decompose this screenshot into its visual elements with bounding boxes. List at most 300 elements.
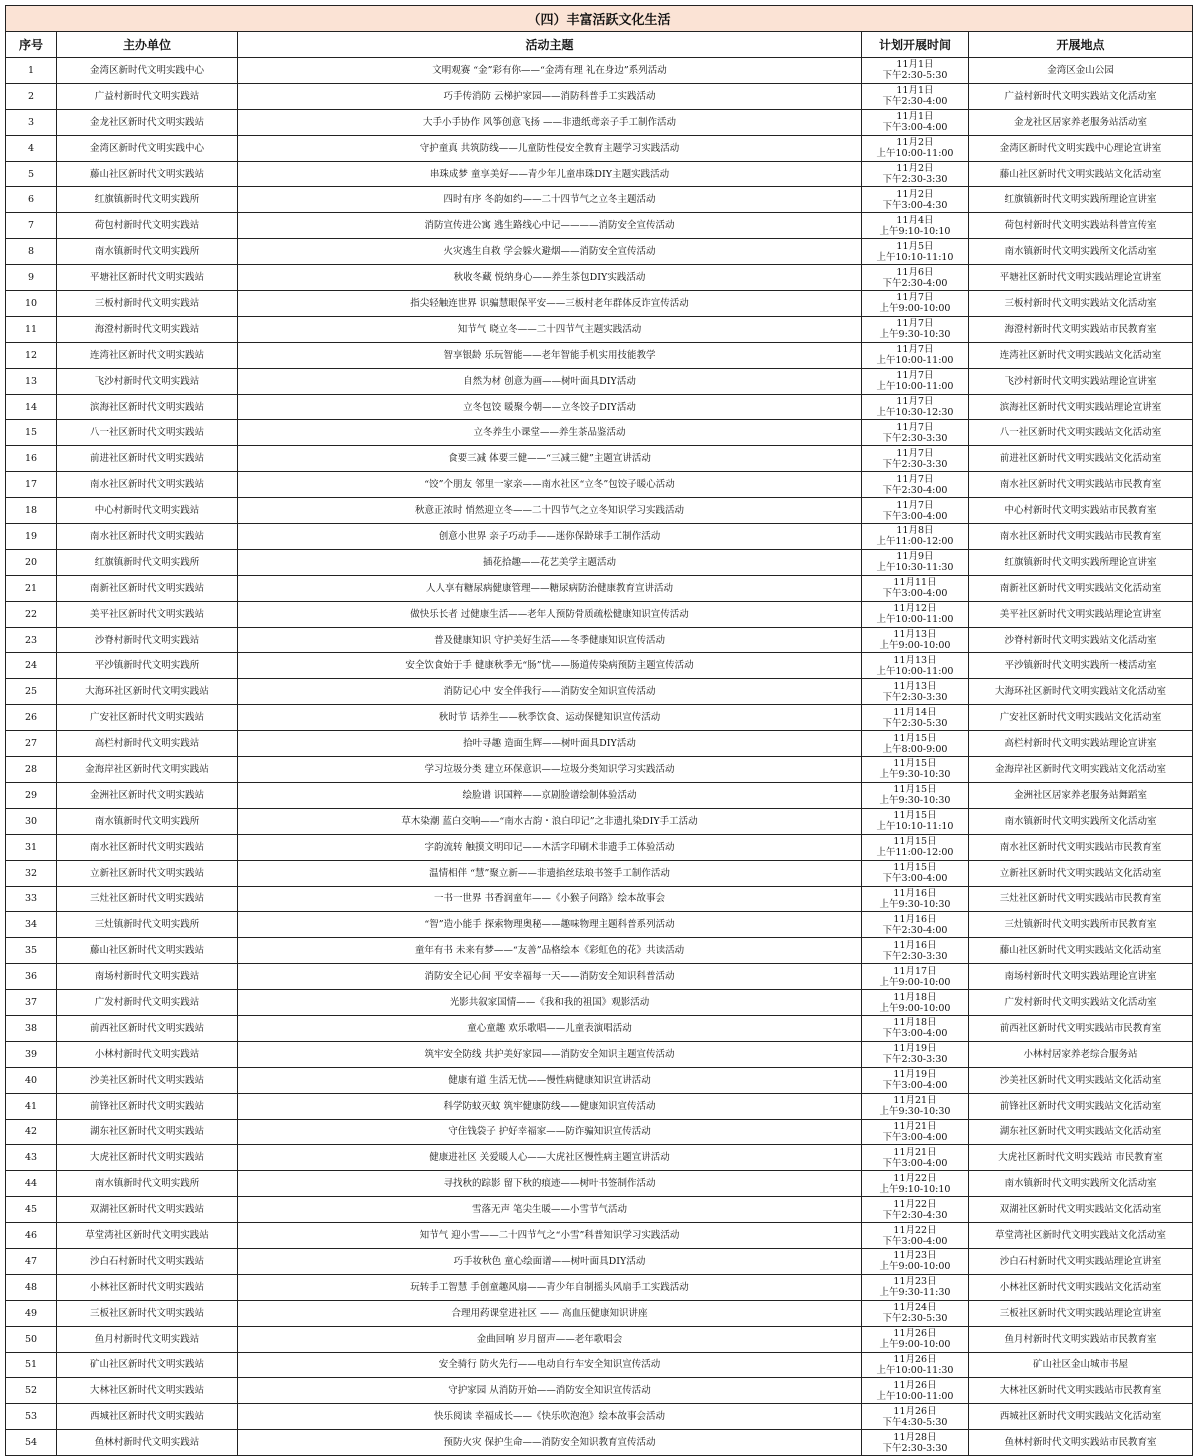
row-time — [862, 161, 969, 187]
row-hours: 上午10:00-11:00 — [876, 381, 954, 393]
table-row — [6, 1404, 1193, 1430]
row-no: 27 — [6, 731, 57, 757]
row-no: 53 — [6, 1404, 57, 1430]
row-date: 11月21日 — [893, 1146, 937, 1158]
row-theme: 学习垃圾分类 建立环保意识——垃圾分类知识学习实践活动 — [238, 757, 862, 783]
row-place: 藤山社区新时代文明实践站文化活动室 — [969, 938, 1193, 964]
row-hours: 上午9:00-10:00 — [879, 1261, 951, 1273]
row-hours: 下午2:30-3:30 — [882, 432, 948, 444]
row-hours: 上午9:30-11:30 — [879, 1287, 951, 1299]
row-no: 3 — [6, 109, 57, 135]
row-place: 南场村新时代文明实践站理论宣讲室 — [969, 964, 1193, 990]
row-organizer: 西城社区新时代文明实践站 — [57, 1404, 238, 1430]
row-hours: 上午10:00-11:00 — [876, 148, 954, 160]
row-hours: 上午9:30-10:30 — [879, 898, 951, 910]
row-time — [862, 860, 969, 886]
row-theme: “饺”个朋友 邻里一家亲——南水社区“立冬”包饺子暖心活动 — [238, 472, 862, 498]
header-time: 计划开展时间 — [862, 32, 969, 58]
row-place: 小林村居家养老综合服务站 — [969, 1041, 1193, 1067]
row-theme: 普及健康知识 守护美好生活——冬季健康知识宣传活动 — [238, 627, 862, 653]
row-hours: 下午2:30-3:30 — [882, 1054, 948, 1066]
row-theme: 童心童趣 欢乐歌唱——儿童表演唱活动 — [238, 1015, 862, 1041]
row-theme: 食要三减 体要三健——“三减三健”主题宣讲活动 — [238, 446, 862, 472]
row-organizer: 藤山社区新时代文明实践站 — [57, 938, 238, 964]
row-theme: 火灾逃生自救 学会躲火避烟——消防安全宣传活动 — [238, 239, 862, 265]
row-place: 双湖社区新时代文明实践站文化活动室 — [969, 1197, 1193, 1223]
row-organizer: 滨海社区新时代文明实践站 — [57, 394, 238, 420]
table-row — [6, 627, 1193, 653]
row-time — [862, 524, 969, 550]
row-time — [862, 1378, 969, 1404]
table-row — [6, 446, 1193, 472]
row-place: 大虎社区新时代文明实践站 市民教育室 — [969, 1145, 1193, 1171]
row-time — [862, 394, 969, 420]
row-no: 25 — [6, 679, 57, 705]
row-no: 45 — [6, 1197, 57, 1223]
row-place: 荷包村新时代文明实践站科普宣传室 — [969, 213, 1193, 239]
row-date: 11月7日 — [896, 344, 934, 356]
row-hours: 下午2:30-3:30 — [882, 691, 948, 703]
row-organizer: 南水社区新时代文明实践站 — [57, 834, 238, 860]
row-date: 11月15日 — [893, 862, 937, 874]
row-no: 36 — [6, 964, 57, 990]
row-organizer: 南水镇新时代文明实践所 — [57, 239, 238, 265]
row-date: 11月19日 — [893, 1043, 937, 1055]
row-place: 南水镇新时代文明实践所文化活动室 — [969, 239, 1193, 265]
row-hours: 上午9:30-10:30 — [879, 329, 951, 341]
row-no: 12 — [6, 342, 57, 368]
row-date: 11月21日 — [893, 1120, 937, 1132]
row-hours: 下午2:30-3:30 — [882, 174, 948, 185]
row-organizer: 南水社区新时代文明实践站 — [57, 472, 238, 498]
row-time — [862, 239, 969, 265]
row-organizer: 南新社区新时代文明实践站 — [57, 575, 238, 601]
row-theme: 知节气 晓立冬——二十四节气主题实践活动 — [238, 316, 862, 342]
row-date: 11月7日 — [896, 421, 934, 433]
table-row — [6, 109, 1193, 135]
row-theme: 守住钱袋子 护好幸福家——防诈骗知识宣传活动 — [238, 1119, 862, 1145]
table-row — [6, 964, 1193, 990]
row-hours: 上午11:00-12:00 — [876, 847, 954, 859]
row-place: 大林社区新时代文明实践站市民教育室 — [969, 1378, 1193, 1404]
table-row — [6, 420, 1193, 446]
row-place: 大海环社区新时代文明实践站文化活动室 — [969, 679, 1193, 705]
row-organizer: 金湾区新时代文明实践中心 — [57, 135, 238, 161]
table-row — [6, 1015, 1193, 1041]
row-hours: 上午9:30-10:30 — [879, 795, 951, 807]
row-place: 三灶社区新时代文明实践站市民教育室 — [969, 886, 1193, 912]
row-date: 11月17日 — [893, 965, 937, 977]
row-no: 31 — [6, 834, 57, 860]
row-hours: 下午3:00-4:00 — [882, 588, 948, 600]
row-place: 中心村新时代文明实践站市民教育室 — [969, 498, 1193, 524]
row-place: 立新社区新时代文明实践站文化活动室 — [969, 860, 1193, 886]
row-hours: 下午2:30-4:00 — [882, 277, 948, 289]
row-date: 11月18日 — [893, 1017, 937, 1029]
row-time — [862, 1145, 969, 1171]
row-place: 飞沙村新时代文明实践站理论宣讲室 — [969, 368, 1193, 394]
row-time — [862, 1274, 969, 1300]
row-theme: 消防安全记心间 平安幸福每一天——消防安全知识科普活动 — [238, 964, 862, 990]
row-organizer: 前锋社区新时代文明实践站 — [57, 1093, 238, 1119]
row-theme: 预防火灾 保护生命——消防安全知识教育宣传活动 — [238, 1430, 862, 1456]
row-organizer: 南水镇新时代文明实践所 — [57, 808, 238, 834]
row-organizer: 小林社区新时代文明实践站 — [57, 1274, 238, 1300]
table-row — [6, 808, 1193, 834]
row-hours: 上午10:00-11:30 — [876, 1364, 954, 1376]
row-place: 金湾区金山公园 — [969, 58, 1193, 84]
row-time — [862, 135, 969, 161]
row-theme: 巧手妆秋色 童心绘面谱——树叶面具DIY活动 — [238, 1248, 862, 1274]
table-row — [6, 938, 1193, 964]
table-row — [6, 213, 1193, 239]
row-time — [862, 575, 969, 601]
row-organizer: 红旗镇新时代文明实践所 — [57, 549, 238, 575]
table-row — [6, 1145, 1193, 1171]
row-hours: 下午2:30-5:30 — [882, 70, 948, 82]
row-time — [862, 1041, 969, 1067]
row-date: 11月23日 — [893, 1250, 937, 1262]
row-theme: 秋时节 话养生——秋季饮食、运动保健知识宣传活动 — [238, 705, 862, 731]
row-hours: 上午10:00-11:00 — [876, 1390, 954, 1402]
row-theme: 健康有道 生活无忧——慢性病健康知识宣讲活动 — [238, 1067, 862, 1093]
table-row — [6, 1223, 1193, 1249]
row-hours: 下午4:30-5:30 — [882, 1416, 948, 1428]
table-row — [6, 705, 1193, 731]
row-organizer: 湖东社区新时代文明实践站 — [57, 1119, 238, 1145]
row-no: 8 — [6, 239, 57, 265]
row-organizer: 三板村新时代文明实践站 — [57, 291, 238, 317]
row-place: 平沙镇新时代文明实践所一楼活动室 — [969, 653, 1193, 679]
row-organizer: 南水社区新时代文明实践站 — [57, 524, 238, 550]
row-time — [862, 446, 969, 472]
row-place: 平塘社区新时代文明实践站理论宣讲室 — [969, 265, 1193, 291]
row-place: 矿山社区金山城市书屋 — [969, 1352, 1193, 1378]
row-time — [862, 731, 969, 757]
header-place: 开展地点 — [969, 32, 1193, 58]
row-theme: “智”造小能手 探索物理奥秘——趣味物理主题科普系列活动 — [238, 912, 862, 938]
row-date: 11月16日 — [893, 887, 937, 899]
row-no: 20 — [6, 549, 57, 575]
row-organizer: 金海岸社区新时代文明实践站 — [57, 757, 238, 783]
row-no: 44 — [6, 1171, 57, 1197]
row-hours: 上午9:30-10:30 — [879, 769, 951, 781]
table-row — [6, 368, 1193, 394]
row-hours: 下午3:00-4:00 — [882, 1157, 948, 1169]
row-place: 八一社区新时代文明实践站文化活动室 — [969, 420, 1193, 446]
row-date: 11月15日 — [893, 732, 937, 744]
row-hours: 上午10:10-11:10 — [876, 251, 954, 263]
row-no: 41 — [6, 1093, 57, 1119]
row-time — [862, 187, 969, 213]
row-no: 11 — [6, 316, 57, 342]
row-date: 11月7日 — [896, 370, 934, 382]
row-hours: 下午3:00-4:00 — [882, 1028, 948, 1040]
table-row — [6, 342, 1193, 368]
row-organizer: 八一社区新时代文明实践站 — [57, 420, 238, 446]
row-time — [862, 1197, 969, 1223]
row-hours: 下午2:30-4:00 — [882, 96, 948, 108]
row-organizer: 三灶镇新时代文明实践所 — [57, 912, 238, 938]
row-theme: 大手小手协作 风筝创意飞扬 ——非遗纸鸢亲子手工制作活动 — [238, 109, 862, 135]
row-place: 前进社区新时代文明实践站文化活动室 — [969, 446, 1193, 472]
row-hours: 上午10:00-11:00 — [876, 665, 954, 677]
row-date: 11月22日 — [893, 1198, 937, 1210]
row-place: 南水社区新时代文明实践站市民教育室 — [969, 834, 1193, 860]
row-date: 11月7日 — [896, 447, 934, 459]
row-hours: 下午2:30-3:30 — [882, 1442, 948, 1454]
row-theme: 做快乐长者 过健康生活——老年人预防骨质疏松健康知识宣传活动 — [238, 601, 862, 627]
row-hours: 下午3:00-4:00 — [882, 873, 948, 885]
row-theme: 一书一世界 书香润童年——《小猴子问路》绘本故事会 — [238, 886, 862, 912]
row-place: 广发村新时代文明实践站文化活动室 — [969, 990, 1193, 1016]
row-date: 11月22日 — [893, 1172, 937, 1184]
table-row — [6, 1300, 1193, 1326]
row-organizer: 红旗镇新时代文明实践所 — [57, 187, 238, 213]
row-date: 11月2日 — [896, 163, 934, 174]
row-theme: 创意小世界 亲子巧动手——迷你保龄球手工制作活动 — [238, 524, 862, 550]
row-time — [862, 1171, 969, 1197]
row-no: 51 — [6, 1352, 57, 1378]
row-no: 48 — [6, 1274, 57, 1300]
row-no: 22 — [6, 601, 57, 627]
row-no: 43 — [6, 1145, 57, 1171]
row-theme: 绘脸谱 识国粹——京剧脸谱绘制体验活动 — [238, 782, 862, 808]
row-place: 三灶镇新时代文明实践所市民教育室 — [969, 912, 1193, 938]
row-time — [862, 498, 969, 524]
row-hours: 下午3:00-4:30 — [882, 199, 948, 211]
row-hours: 上午9:00-10:00 — [879, 1002, 951, 1014]
row-theme: 消防记心中 安全伴我行——消防安全知识宣传活动 — [238, 679, 862, 705]
table-row — [6, 316, 1193, 342]
row-organizer: 鱼月村新时代文明实践站 — [57, 1326, 238, 1352]
row-organizer: 大虎社区新时代文明实践站 — [57, 1145, 238, 1171]
row-theme: 合理用药课堂进社区 —— 高血压健康知识讲座 — [238, 1300, 862, 1326]
table-row — [6, 653, 1193, 679]
row-date: 11月4日 — [896, 214, 934, 226]
row-time — [862, 213, 969, 239]
table-row — [6, 834, 1193, 860]
row-date: 11月13日 — [893, 654, 937, 666]
row-hours: 上午11:00-12:00 — [876, 536, 954, 548]
row-no: 46 — [6, 1223, 57, 1249]
row-time — [862, 342, 969, 368]
row-theme: 立冬养生小课堂——养生茶品鉴活动 — [238, 420, 862, 446]
row-theme: 指尖轻触连世界 识骗慧眼保平安——三板村老年群体反诈宣传活动 — [238, 291, 862, 317]
row-date: 11月7日 — [896, 396, 934, 408]
table-row — [6, 679, 1193, 705]
row-place: 前锋社区新时代文明实践站文化活动室 — [969, 1093, 1193, 1119]
table-row — [6, 1041, 1193, 1067]
table-row — [6, 265, 1193, 291]
row-no: 26 — [6, 705, 57, 731]
row-time — [862, 938, 969, 964]
row-theme: 立冬包饺 暖聚今朝——立冬饺子DIY活动 — [238, 394, 862, 420]
row-organizer: 金洲社区新时代文明实践站 — [57, 782, 238, 808]
row-hours: 上午10:00-11:00 — [876, 614, 954, 626]
row-date: 11月7日 — [896, 318, 934, 330]
row-hours: 下午3:00-4:00 — [882, 510, 948, 522]
row-place: 三板社区新时代文明实践站理论宣讲室 — [969, 1300, 1193, 1326]
row-organizer: 前进社区新时代文明实践站 — [57, 446, 238, 472]
row-place: 小林社区新时代文明实践站文化活动室 — [969, 1274, 1193, 1300]
row-hours: 下午2:30-3:30 — [882, 950, 948, 962]
row-place: 三板村新时代文明实践站文化活动室 — [969, 291, 1193, 317]
row-place: 草堂湾社区新时代文明实践站文化活动室 — [969, 1223, 1193, 1249]
row-time — [862, 109, 969, 135]
row-organizer: 中心村新时代文明实践站 — [57, 498, 238, 524]
row-date: 11月7日 — [896, 473, 934, 485]
row-theme: 巧手传消防 云梯护家园——消防科普手工实践活动 — [238, 83, 862, 109]
row-time — [862, 1119, 969, 1145]
row-theme: 玩转手工智慧 手创童趣风扇——青少年自制摇头风扇手工实践活动 — [238, 1274, 862, 1300]
table-row — [6, 912, 1193, 938]
row-time — [862, 368, 969, 394]
row-date: 11月15日 — [893, 784, 937, 796]
row-date: 11月28日 — [893, 1431, 937, 1443]
row-time — [862, 1430, 969, 1456]
row-no: 39 — [6, 1041, 57, 1067]
row-organizer: 美平社区新时代文明实践站 — [57, 601, 238, 627]
row-organizer: 沙白石村新时代文明实践站 — [57, 1248, 238, 1274]
row-organizer: 鱼林村新时代文明实践站 — [57, 1430, 238, 1456]
table-row — [6, 1067, 1193, 1093]
row-place: 滨海社区新时代文明实践站理论宣讲室 — [969, 394, 1193, 420]
row-organizer: 矿山社区新时代文明实践站 — [57, 1352, 238, 1378]
row-hours: 上午9:30-10:30 — [879, 1106, 951, 1118]
row-theme: 寻找秋的踪影 留下秋的痕迹——树叶书签制作活动 — [238, 1171, 862, 1197]
row-no: 54 — [6, 1430, 57, 1456]
row-hours: 上午9:00-10:00 — [879, 640, 951, 652]
row-time — [862, 1015, 969, 1041]
row-date: 11月13日 — [893, 680, 937, 692]
row-hours: 上午9:00-10:00 — [879, 976, 951, 988]
row-time — [862, 472, 969, 498]
row-place: 金洲社区居家养老服务站舞蹈室 — [969, 782, 1193, 808]
row-time — [862, 705, 969, 731]
row-theme: 筑牢安全防线 共护美好家园——消防安全知识主题宣传活动 — [238, 1041, 862, 1067]
row-place: 湖东社区新时代文明实践站文化活动室 — [969, 1119, 1193, 1145]
table-row — [6, 575, 1193, 601]
table-row — [6, 1093, 1193, 1119]
row-organizer: 大林社区新时代文明实践站 — [57, 1378, 238, 1404]
row-date: 11月26日 — [893, 1379, 937, 1391]
row-theme: 秋收冬藏 悦纳身心——养生茶包DIY实践活动 — [238, 265, 862, 291]
row-date: 11月12日 — [893, 603, 937, 615]
table-row — [6, 1326, 1193, 1352]
row-theme: 童年有书 未来有梦——“友善”品格绘本《彩虹色的花》共读活动 — [238, 938, 862, 964]
table-row — [6, 83, 1193, 109]
row-no: 49 — [6, 1300, 57, 1326]
row-place: 西城社区新时代文明实践站文化活动室 — [969, 1404, 1193, 1430]
row-place: 沙美社区新时代文明实践站文化活动室 — [969, 1067, 1193, 1093]
row-organizer: 三灶社区新时代文明实践站 — [57, 886, 238, 912]
row-hours: 上午9:00-10:00 — [879, 303, 951, 315]
row-no: 47 — [6, 1248, 57, 1274]
row-place: 连湾社区新时代文明实践站文化活动室 — [969, 342, 1193, 368]
row-no: 13 — [6, 368, 57, 394]
row-organizer: 沙脊村新时代文明实践站 — [57, 627, 238, 653]
row-place: 南水镇新时代文明实践所文化活动室 — [969, 808, 1193, 834]
header-theme: 活动主题 — [238, 32, 862, 58]
row-place: 南水社区新时代文明实践站市民教育室 — [969, 524, 1193, 550]
row-hours: 上午10:30-11:30 — [876, 562, 954, 574]
row-hours: 上午10:00-11:00 — [876, 355, 954, 367]
row-date: 11月15日 — [893, 836, 937, 848]
row-no: 23 — [6, 627, 57, 653]
row-no: 14 — [6, 394, 57, 420]
row-date: 11月13日 — [893, 629, 937, 641]
row-place: 南新社区新时代文明实践站文化活动室 — [969, 575, 1193, 601]
row-time — [862, 420, 969, 446]
row-place: 前西社区新时代文明实践站市民教育室 — [969, 1015, 1193, 1041]
table-row — [6, 498, 1193, 524]
row-theme: 安全饮食始于手 健康秋季无“肠”忧——肠道传染病预防主题宣传活动 — [238, 653, 862, 679]
row-no: 16 — [6, 446, 57, 472]
table-row — [6, 860, 1193, 886]
row-hours: 上午9:10-10:10 — [879, 225, 951, 237]
row-time — [862, 782, 969, 808]
table-row — [6, 549, 1193, 575]
row-date: 11月2日 — [896, 188, 934, 200]
row-organizer: 南水镇新时代文明实践所 — [57, 1171, 238, 1197]
row-no: 42 — [6, 1119, 57, 1145]
row-theme: 知节气 迎小雪——二十四节气之“小雪”科普知识学习实践活动 — [238, 1223, 862, 1249]
row-date: 11月26日 — [893, 1405, 937, 1417]
row-time — [862, 757, 969, 783]
row-time — [862, 834, 969, 860]
row-theme: 安全骑行 防火先行——电动自行车安全知识宣传活动 — [238, 1352, 862, 1378]
row-organizer: 高栏村新时代文明实践站 — [57, 731, 238, 757]
row-time — [862, 808, 969, 834]
row-hours: 下午3:00-4:00 — [882, 1080, 948, 1092]
row-place: 沙白石村新时代文明实践站理论宣讲室 — [969, 1248, 1193, 1274]
row-theme: 温情相伴 “慧”聚立新——非遗掐丝珐琅书签手工制作活动 — [238, 860, 862, 886]
row-time — [862, 1093, 969, 1119]
row-theme: 科学防蚊灭蚊 筑牢健康防线——健康知识宣传活动 — [238, 1093, 862, 1119]
table-row — [6, 886, 1193, 912]
row-no: 24 — [6, 653, 57, 679]
row-theme: 文明观赛 “金”彩有你——“金湾有理 礼在身边”系列活动 — [238, 58, 862, 84]
row-no: 32 — [6, 860, 57, 886]
row-hours: 上午8:00-9:00 — [882, 743, 948, 755]
row-organizer: 三板社区新时代文明实践站 — [57, 1300, 238, 1326]
row-theme: 守护家园 从消防开始——消防安全知识宣传活动 — [238, 1378, 862, 1404]
row-hours: 下午2:30-4:00 — [882, 484, 948, 496]
row-date: 11月15日 — [893, 758, 937, 770]
row-no: 38 — [6, 1015, 57, 1041]
row-date: 11月15日 — [893, 810, 937, 822]
table-row — [6, 1378, 1193, 1404]
row-organizer: 立新社区新时代文明实践站 — [57, 860, 238, 886]
row-theme: 守护童真 共筑防线——儿童防性侵安全教育主题学习实践活动 — [238, 135, 862, 161]
row-place: 沙脊村新时代文明实践站文化活动室 — [969, 627, 1193, 653]
row-time — [862, 58, 969, 84]
row-time — [862, 1067, 969, 1093]
table-title: （四）丰富活跃文化生活 — [6, 6, 1193, 32]
row-theme: 自然为材 创意为画——树叶面具DIY活动 — [238, 368, 862, 394]
row-time — [862, 316, 969, 342]
row-theme: 四时有序 冬韵如约——二十四节气之立冬主题活动 — [238, 187, 862, 213]
row-theme: 插花拾趣——花艺美学主题活动 — [238, 549, 862, 575]
row-organizer: 前西社区新时代文明实践站 — [57, 1015, 238, 1041]
row-date: 11月26日 — [893, 1328, 937, 1340]
row-hours: 上午9:10-10:10 — [879, 1183, 951, 1195]
row-organizer: 飞沙村新时代文明实践站 — [57, 368, 238, 394]
header-organizer: 主办单位 — [57, 32, 238, 58]
row-place: 海澄村新时代文明实践站市民教育室 — [969, 316, 1193, 342]
row-theme: 光影共叙家国情——《我和我的祖国》观影活动 — [238, 990, 862, 1016]
